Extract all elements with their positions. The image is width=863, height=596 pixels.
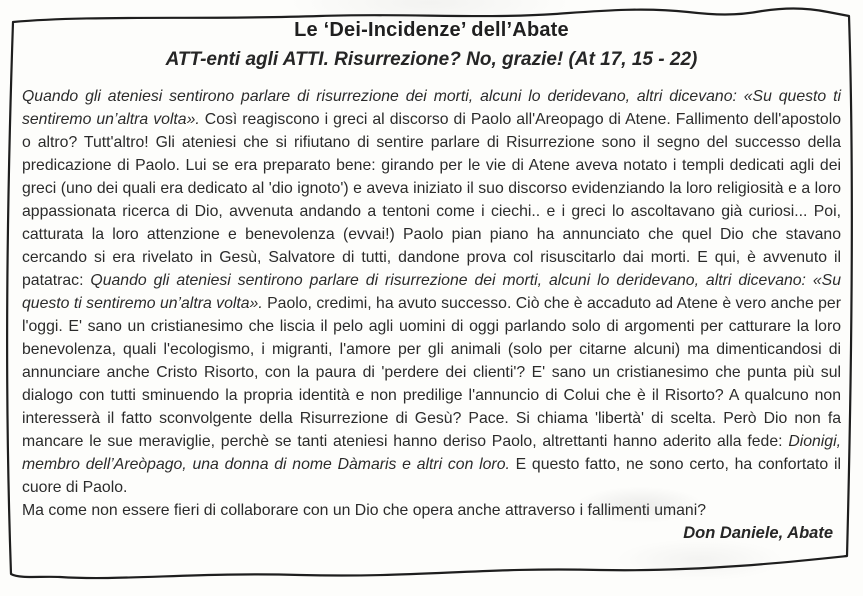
signature: Don Daniele, Abate xyxy=(683,524,833,542)
closing-line: Ma come non essere fieri di collaborare con un Dio che opera anche attraverso i fallimenti umani? xyxy=(22,502,707,519)
scripture-quote-run: Dionigi, membro dell’Areòpago, una donna di nome Dàmaris e altri con loro. xyxy=(22,433,841,473)
page-title: Le ‘Dei-Incidenze’ dell’Abate xyxy=(294,19,569,41)
text-run: Paolo, credimi, ha avuto successo. Ciò che è accaduto ad Atene è vero anche per l'oggi. E' sano un cristianesimo che liscia il pelo agli uomini di oggi parlando solo di argomenti per catturare la loro benevolenza, quali l'ecologismo, i migranti, l'amore per gli animali (solo per citarne alcuni) ma dimenticandosi di annunciare anche Cristo Risorto, con la paura di 'perdere dei clienti'? E' sano un cristianesimo che punta più sul dialogo con tutti sminuendo la propria identità e non predilige l'annuncio di Colui che è il Risorto? A qualcuno non interesserà il fatto sconvolgente della Risurrezione di Gesù? Pace. Si chiama 'libertà' di scelta. Però Dio non fa mancare le sue meraviglie, perchè se tanti ateniesi hanno deriso Paolo, altrettanti hanno aderito alla fede: xyxy=(22,295,841,450)
text-run: E questo fatto, ne sono certo, ha confortato il cuore di Paolo. xyxy=(22,456,841,496)
page-subtitle: ATT-enti agli ATTI. Risurrezione? No, grazie! (At 17, 15 - 22) xyxy=(165,49,698,70)
page-content xyxy=(22,17,841,580)
scripture-quote-run: Quando gli ateniesi sentirono parlare di risurrezione dei morti, alcuni lo deridevano, altri dicevano: «Su questo ti sentiremo un’altra volta». xyxy=(22,272,841,312)
text-run: Così reagiscono i greci al discorso di Paolo all'Areopago di Atene. Fallimento dell'apostolo o altro? Tutt'altro! Gli ateniesi che si rifiutano di sentire parlare di Risurrezione sono il segno del successo della predicazione di Paolo. Lui se era preparato bene: girando per le vie di Atene aveva notato i templi dedicati agli dei greci (uno dei quali era dedicato al 'dio ignoto') e aveva iniziato il suo discorso evidenziando la loro religiosità e a loro appassionata ricerca di Dio, avvenuta andando a tentoni come i ciechi.. e i greci lo ascoltavano già curiosi... Poi, catturata la loro attenzione e benevolenza (evvai!) Paolo pian piano ha annunciato che quel Dio che stavano cercando si era rivelato in Gesù, Salvatore di tutti, dandone prova col risuscitarlo dai morti. E qui, è avvenuto il patatrac: xyxy=(22,111,841,289)
article-body xyxy=(22,85,841,499)
scripture-quote-run: Quando gli ateniesi sentirono parlare di risurrezione dei morti, alcuni lo deridevano, altri dicevano: «Su questo ti sentiremo un’altra volta». xyxy=(22,88,841,128)
